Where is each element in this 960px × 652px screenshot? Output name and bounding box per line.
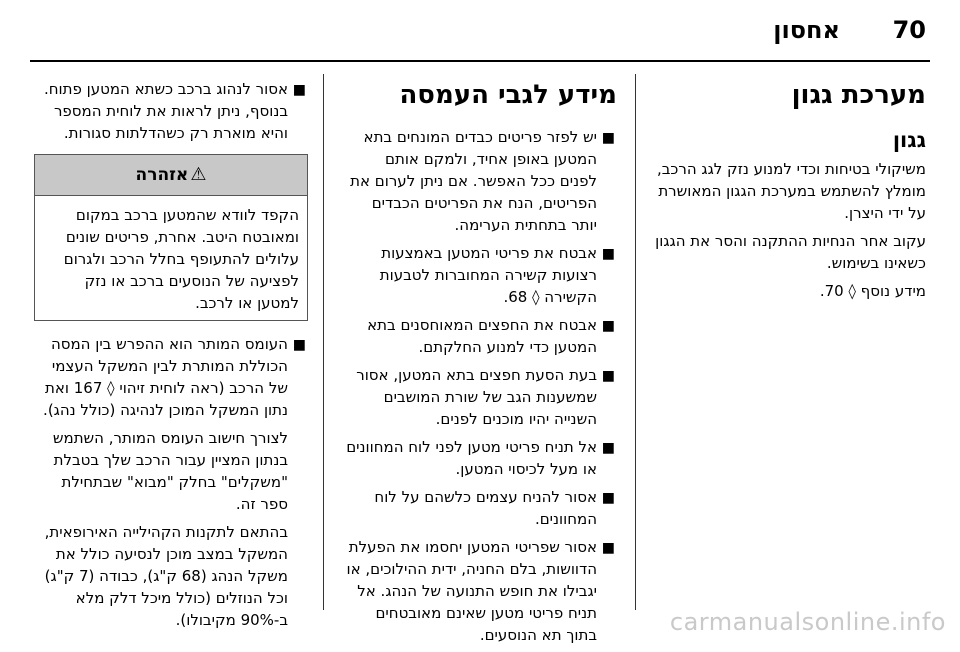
warning-triangle-icon: ⚠	[190, 164, 207, 185]
list-item-text: יש לפזר פריטים כבדים המונחים בתא המטען באופן אחיד, ולמקם אותם לפנים ככל האפשר. אם ניתן לערום את הפריטים, הנח את הפריטים הכבדים יותר בתחתית הערימה.	[350, 128, 597, 234]
square-bullet-icon: ■	[601, 490, 615, 506]
square-bullet-icon: ■	[601, 130, 615, 146]
list-item-text: העומס המותר הוא ההפרש בין המסה הכוללת המותרת לבין המשקל העצמי של הרכב (ראה לוחית זיהוי ◊ 167 ואת נתון המשקל המוכן לנהיגה (כולל נהג).	[43, 335, 288, 419]
warning-text: הקפד לוודא שהמטען ברכב במקום ומאובטח היטב. אחרת, פריטים שונים עלולים להתעופף בחלל הרכב ולגרום לפציעה של הנוסעים ברכב או נזק למטען או לרכב.	[63, 206, 299, 312]
section-title: מידע לגבי העמסה	[399, 80, 617, 110]
list-item	[345, 536, 617, 646]
cross-reference: מידע נוסף ◊ 70.	[819, 282, 926, 300]
column-divider	[635, 74, 636, 610]
list-item	[34, 78, 308, 144]
list-item	[345, 364, 617, 430]
column-divider	[323, 74, 324, 610]
page-header	[0, 0, 960, 60]
list-item	[34, 333, 308, 421]
column-loading-info	[345, 78, 617, 652]
paragraph: בהתאם לתקנות הקהילייה האירופאית, המשקל במצב מוכן לנסיעה כולל את משקל הנהג (68 ק"ג), כבודה (7 ק"ג) וכל הנוזלים (כולל מיכל דלק מלא ב-90% מקיבולו).	[44, 523, 288, 629]
warning-box	[34, 154, 308, 321]
warning-title: אזהרה	[135, 165, 189, 185]
bullet-list	[34, 333, 308, 421]
list-item	[345, 314, 617, 358]
section-subtitle: גגון	[892, 128, 926, 152]
square-bullet-icon: ■	[292, 337, 306, 353]
square-bullet-icon: ■	[601, 246, 615, 262]
section-title: מערכת גגון	[791, 80, 926, 110]
list-item	[345, 242, 617, 308]
list-item	[345, 436, 617, 480]
paragraph: לצורך חישוב העומס המותר, השתמש בנתון המציין עבור הרכב שלך בטבלת "משקלים" בחלק "מבוא" שבתחילת ספר זה.	[52, 429, 288, 513]
section-name: אחסון	[773, 16, 840, 44]
page-number: 70	[892, 16, 926, 44]
paragraph: משיקולי בטיחות וכדי למנוע נזק לגג הרכב, מומלץ להשתמש במערכת הגגון המאושרת על ידי היצרן.	[656, 160, 926, 222]
list-item-text: אל תניח פריטי מטען לפני לוח המחוונים או מעל לכיסוי המטען.	[346, 438, 597, 478]
column-load-continued	[34, 78, 308, 637]
square-bullet-icon: ■	[292, 82, 306, 98]
list-item-text: אסור להניח עצמים כלשהם על לוח המחוונים.	[374, 488, 597, 528]
square-bullet-icon: ■	[601, 540, 615, 556]
list-item-text: בעת הסעת חפצים בתא המטען, אסור שמשענות הגב של שורת המושבים השנייה יהיו מוכנים לפנים.	[356, 366, 597, 428]
watermark-text: carmanualsonline.info	[669, 608, 946, 636]
square-bullet-icon: ■	[601, 368, 615, 384]
list-item-text: אסור לנהוג ברכב כשתא המטען פתוח. בנוסף, ניתן לראות את לוחית המספר והיא מוארת רק כשהדלתות סגורות.	[43, 80, 288, 142]
warning-header	[35, 155, 307, 196]
column-roof-rack	[646, 78, 926, 308]
bullet-list	[34, 78, 308, 144]
square-bullet-icon: ■	[601, 318, 615, 334]
paragraph: עקוב אחר הנחיות ההתקנה והסר את הגגון כשאינו בשימוש.	[655, 232, 926, 272]
list-item	[345, 126, 617, 236]
square-bullet-icon: ■	[601, 440, 615, 456]
list-item	[345, 486, 617, 530]
list-item-text: אבטח את החפצים המאוחסנים בתא המטען כדי למנוע החלקתם.	[367, 316, 597, 356]
list-item-text: אסור שפריטי המטען יחסמו את הפעלת הדוושות, בלם החניה, ידית ההילוכים, או יגבילו את חופש התנועה של הנהג. אל תניח פריטי מטען שאינם מאובטחים בתוך תא הנוסעים.	[346, 538, 597, 644]
list-item-text: אבטח את פריטי המטען באמצעות רצועות קשירה המחוברות לטבעות הקשירה ◊ 68.	[379, 244, 597, 306]
bullet-list	[345, 126, 617, 646]
header-rule	[30, 60, 930, 62]
